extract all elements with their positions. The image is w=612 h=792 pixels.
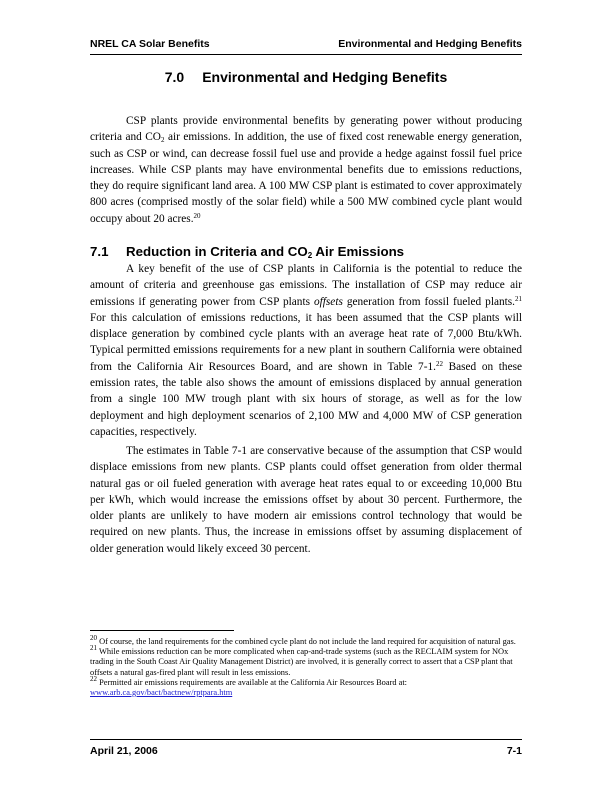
intro-paragraph [90, 113, 522, 227]
footnote-20 [90, 634, 522, 647]
para1-emphasis: offsets [313, 295, 343, 308]
footnote-22 [90, 674, 522, 698]
footnote-21 [90, 644, 522, 678]
footnote-number: 22 [90, 674, 97, 683]
section-number: 7.0 [164, 69, 185, 85]
footnote-divider [90, 630, 234, 631]
footer-date: April 21, 2006 [90, 745, 158, 757]
para1-text-3: For this calculation of emissions reductions, it has been assumed that the CSP plants will displace generation by combined cycle plants with an average heat rate of 7,000 Btu/kWh. Typical permitted emissions requirements for a new plant in southern California were obtained from the California Air Resources Board, and are shown in Table 7-1. [90, 311, 522, 373]
body-paragraph-1 [90, 261, 522, 440]
footer-divider [90, 739, 522, 740]
header-right-title: Environmental and Hedging Benefits [338, 38, 522, 50]
footnote-text: While emissions reduction can be more complicated when cap-and-trade systems (such as the RECLAIM system for NOx trading in the South Coast Air Quality Management District) are involved, it is generally correct to assert that a CSP plant that offsets a natural gas-fired plant will result in less emissions. [90, 647, 513, 677]
subsection-heading [90, 244, 522, 259]
page-number: 7-1 [506, 745, 522, 757]
footnote-ref-20: 20 [193, 211, 201, 220]
intro-co2-subscript: 2 [160, 136, 165, 145]
subsection-title-subscript: 2 [307, 251, 313, 260]
footnote-ref-22: 22 [435, 359, 443, 368]
footnote-text: Permitted air emissions requirements are available at the California Air Resources Board at: [97, 677, 408, 687]
footnote-ref-21: 21 [515, 294, 522, 303]
section-title: Environmental and Hedging Benefits [202, 69, 448, 85]
footnote-text: Of course, the land requirements for the combined cycle plant do not include the land required for acquisition of natural gas. [97, 637, 516, 646]
header-left-title: NREL CA Solar Benefits [90, 38, 210, 50]
intro-text-2: air emissions. In addition, the use of fixed cost renewable energy generation, such as CSP or wind, can decrease fossil fuel use and provide a hedge against fossil fuel price increases. While CSP plants may have environmental benefits due to emissions reductions, they do require significant land area. A 100 MW CSP plant is estimated to cover approximately 800 acres (comprised mostly of the solar field) while a 500 MW combined cycle plant would occupy about 20 acres. [90, 131, 522, 225]
header-divider [90, 54, 522, 55]
intro-text-1: CSP plants provide environmental benefits by generating power without producing criteria and CO [90, 115, 522, 144]
footnote-number: 21 [90, 644, 97, 653]
para1-text-2: generation from fossil fueled plants. [342, 295, 515, 308]
section-heading [90, 69, 522, 85]
subsection-title-pre: Reduction in Criteria and CO [126, 244, 308, 259]
body-paragraph-2: The estimates in Table 7-1 are conservative because of the assumption that CSP would displace emissions from new plants. CSP plants could offset generation from older thermal natural gas or oil fueled generation with average heat rates equal to or exceeding 10,000 Btu per kWh, which would increase the emissions offset by about 30 percent. Furthermore, the older plants are unlikely to have modern air emissions control technology that would be required on new plants. Thus, the increase in emissions offset by assuming displacement of older generation would likely exceed 30 percent. [90, 445, 522, 555]
subsection-number: 7.1 [90, 244, 109, 259]
arb-link[interactable]: www.arb.ca.gov/bact/bactnew/rptpara.htm [90, 688, 233, 698]
para1-text-1: A key benefit of the use of CSP plants in California is the potential to reduce the amount of criteria and greenhouse gas emissions. The installation of CSP may reduce air emissions if generating power from CSP plants [90, 263, 522, 308]
para1-text-4: Based on these emission rates, the table also shows the amount of emissions displaced by annual generation from a single 100 MW trough plant with six hours of storage, as well as for the low deployment and high deployment scenarios of 2,100 MW and 4,000 MW of CSP generation capacities, respectively. [90, 360, 523, 438]
footnotes [90, 634, 522, 698]
subsection-title-post: Air Emissions [312, 244, 405, 259]
footnote-number: 20 [90, 634, 97, 642]
